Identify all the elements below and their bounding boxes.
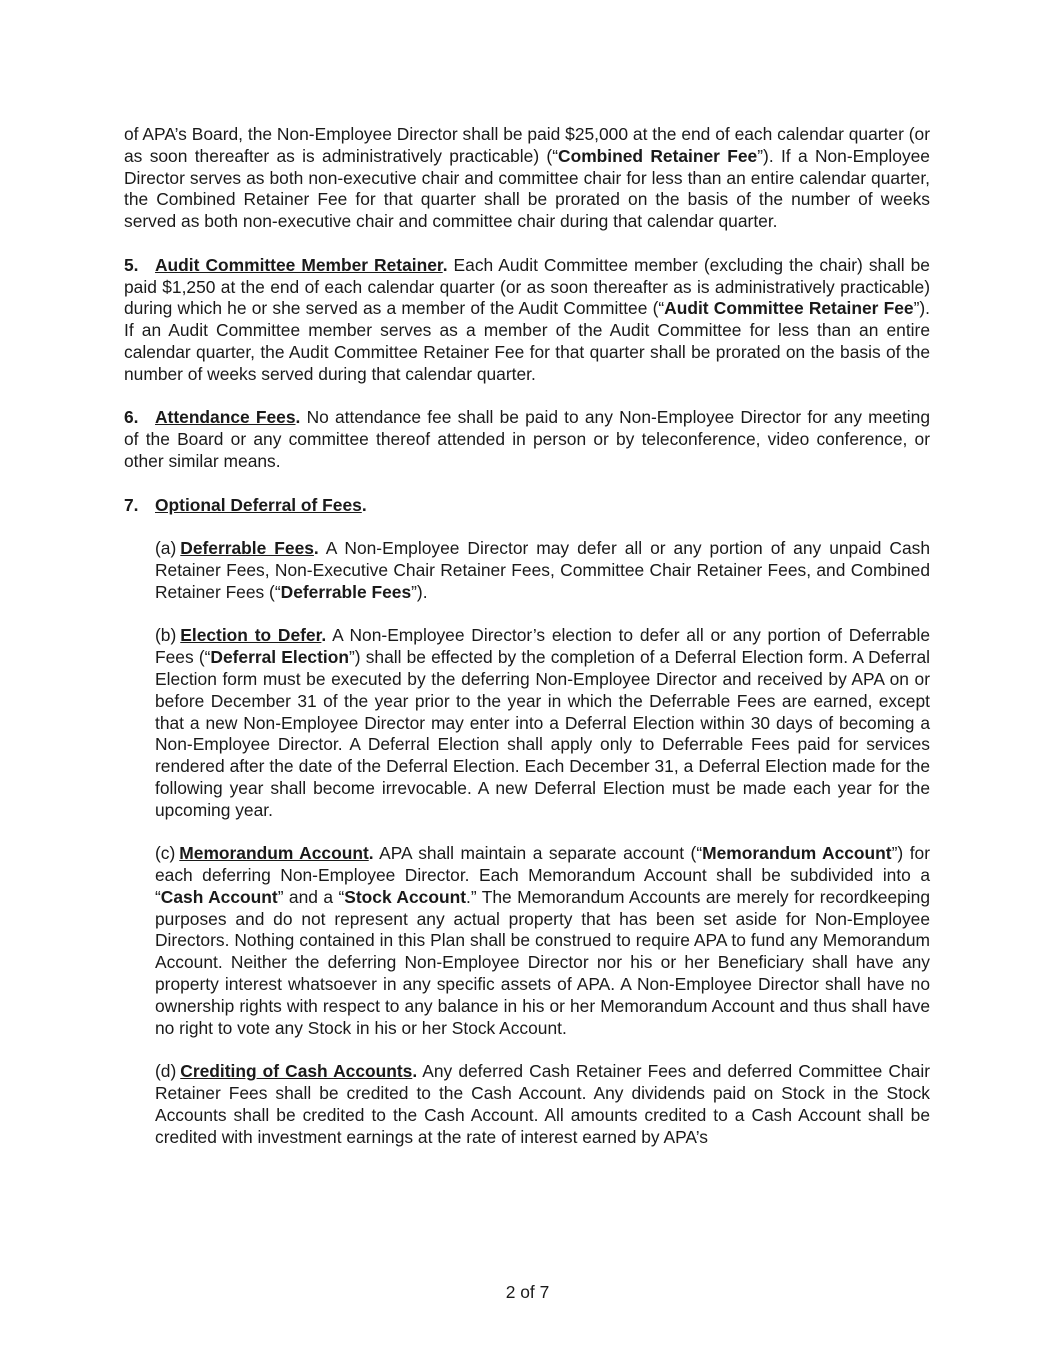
subsection-label: (a) xyxy=(155,538,177,559)
section-number: 5. xyxy=(124,254,139,275)
defined-term-deferrable-fees: Deferrable Fees xyxy=(280,581,412,602)
defined-term-stock-account: Stock Account xyxy=(344,886,466,907)
subsection-label: (d) xyxy=(155,1061,177,1082)
subsection-c-paragraph: (c) Memorandum Account. APA shall maintain a separate account (“Memorandum Account”) for each deferring Non-Employee Director. Each Memorandum Account shall be subdivided into a “Cash Account” and a “Stock Account.” The Memorandum Accounts are merely for recordkeeping purposes and do not represent any actual property that has been set aside for Non-Employee Directors. Nothing contained in this Plan shall be construed to require APA to fund any Memorandum Account. Neither the deferring Non-Employee Director nor his or her Beneficiary shall have any property interest whatsoever in any specific assets of APA. A Non-Employee Director shall have no ownership rights with respect to any balance in his or her Memorandum Account and thus shall have no right to vote any Stock in his or her Stock Account. xyxy=(155,843,931,1038)
section-number: 7. xyxy=(124,494,139,515)
subsection-b-paragraph: (b) Election to Defer. A Non-Employee Director’s election to defer all or any portion of Deferrable Fees (“Deferral Election”) shall be effected by the completion of a Deferral Election form. A Deferral Election form must be executed by the deferring Non-Employee Director and received by APA on or before December 31 of the year prior to the year in which the Deferrable Fees are earned, except that a new Non-Employee Director may enter into a Deferral Election within 30 days of becoming a Non-Employee Director. A Deferral Election shall apply only to Deferrable Fees paid for services rendered after the date of the Deferral Election. Each December 31, a Deferral Election made for the following year shall become irrevocable. A new Deferral Election must be made each year for the upcoming year. xyxy=(155,625,930,820)
document-page xyxy=(124,124,930,1170)
subsection-heading: Memorandum Account xyxy=(179,843,369,864)
defined-term-combined-retainer-fee: Combined Retainer Fee xyxy=(558,145,758,166)
defined-term-deferral-election: Deferral Election xyxy=(210,647,349,668)
continuation-paragraph: of APA’s Board, the Non-Employee Director shall be paid $25,000 at the end of each calendar quarter (or as soon thereafter as is administratively practicable) (“Combined Retainer Fee”). If a Non-Employee Director serves as both non-executive chair and committee chair for less than an entire calendar quarter, the Combined Retainer Fee for that quarter shall be prorated on the basis of the number of weeks served as both non-executive chair and committee chair during that calendar quarter. xyxy=(124,124,930,232)
section-number: 6. xyxy=(124,407,139,428)
section-6-paragraph: 6. Attendance Fees. No attendance fee shall be paid to any Non-Employee Director for any meeting of the Board or any committee thereof attended in person or by teleconference, video conference, or other similar means. xyxy=(124,407,930,471)
section-heading: Audit Committee Member Retainer xyxy=(155,254,443,275)
subsection-label: (c) xyxy=(155,843,176,864)
page-number-footer: 2 of 7 xyxy=(505,1282,550,1302)
defined-term-audit-committee-retainer-fee: Audit Committee Retainer Fee xyxy=(664,298,914,319)
subsection-heading: Crediting of Cash Accounts xyxy=(180,1061,413,1082)
subsection-heading: Deferrable Fees xyxy=(180,538,314,559)
section-5-paragraph: 5. Audit Committee Member Retainer. Each Audit Committee member (excluding the chair) shall be paid $1,250 at the end of each calendar quarter (or as soon thereafter as is administratively practicable) during which he or she served as a member of the Audit Committee (“Audit Committee Retainer Fee”). If an Audit Committee member serves as a member of the Audit Committee for less than an entire calendar quarter, the Audit Committee Retainer Fee for that quarter shall be prorated on the basis of the number of weeks served during that calendar quarter. xyxy=(124,254,930,384)
section-7-heading-paragraph: 7. Optional Deferral of Fees. xyxy=(124,494,367,515)
subsection-heading: Election to Defer xyxy=(180,625,322,646)
defined-term-cash-account: Cash Account xyxy=(160,886,278,907)
subsection-label: (b) xyxy=(155,625,177,646)
defined-term-memorandum-account: Memorandum Account xyxy=(702,843,892,864)
section-heading: Optional Deferral of Fees xyxy=(155,494,362,515)
subsection-a-paragraph: (a) Deferrable Fees. A Non-Employee Director may defer all or any portion of any unpaid Cash Retainer Fees, Non-Executive Chair Retainer Fees, Committee Chair Retainer Fees, and Combined Retainer Fees (“Deferrable Fees”). xyxy=(155,538,931,602)
subsection-d-paragraph: (d) Crediting of Cash Accounts. Any deferred Cash Retainer Fees and deferred Committee Chair Retainer Fees shall be credited to the Cash Account. Any dividends paid on Stock in the Stock Accounts shall be credited to the Cash Account. All amounts credited to a Cash Account shall be credited with investment earnings at the rate of interest earned by APA’s xyxy=(155,1061,930,1147)
section-heading: Attendance Fees xyxy=(155,407,296,428)
